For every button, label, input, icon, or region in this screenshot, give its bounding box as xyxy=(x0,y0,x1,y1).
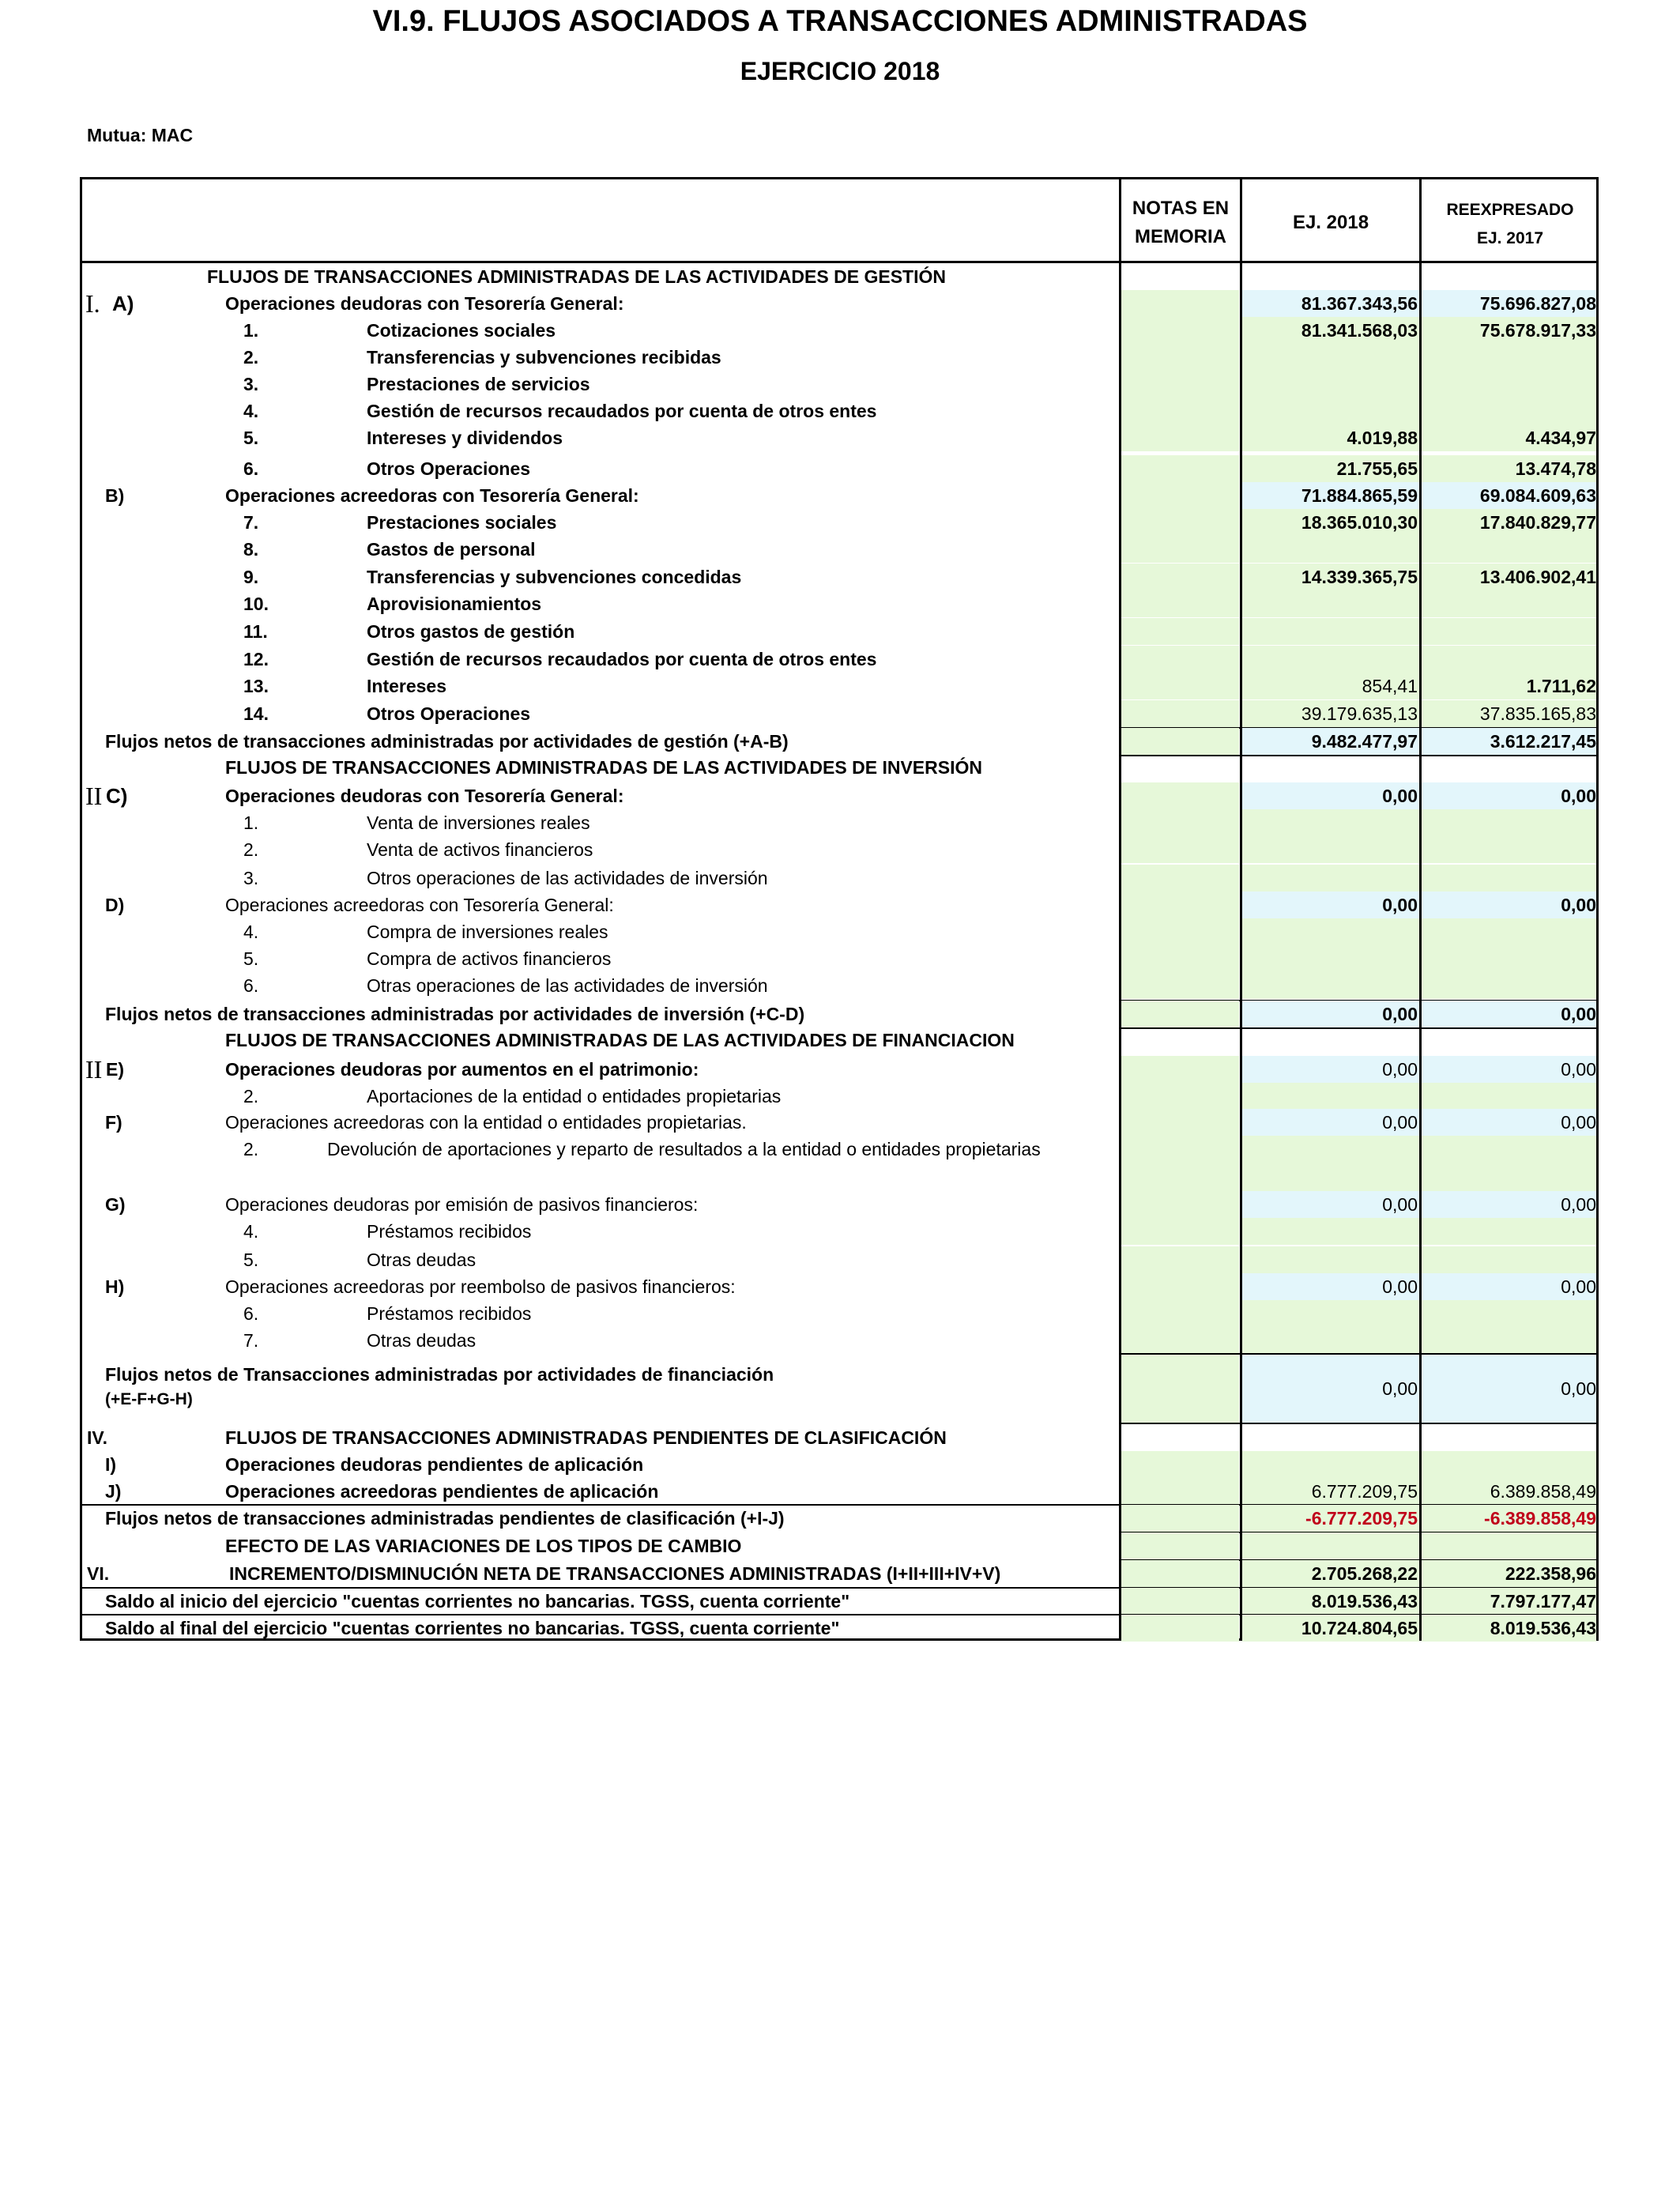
net-flow-label: Flujos netos de transacciones administradas pendientes de clasificación (+I-J) xyxy=(105,1508,785,1529)
saldo-final-row xyxy=(0,1615,1680,1642)
total-row xyxy=(0,1560,1680,1587)
row-label: Operaciones acreedoras con Tesorería General: xyxy=(225,895,614,915)
row-number: 8. xyxy=(243,539,259,560)
value-2017: 6.389.858,49 xyxy=(1490,1481,1596,1502)
value-2017: 222.358,96 xyxy=(1505,1563,1596,1584)
value-2017: 7.797.177,47 xyxy=(1490,1591,1596,1612)
row-label: Intereses y dividendos xyxy=(367,428,563,448)
net-flow-label: Flujos netos de transacciones administradas por actividades de gestión (+A-B) xyxy=(105,731,789,752)
section-roman: VI. xyxy=(87,1563,110,1584)
row-number: 5. xyxy=(243,948,259,969)
table-row xyxy=(0,1191,1680,1218)
col-header-2017-line2: EJ. 2017 xyxy=(1476,229,1544,247)
table-row xyxy=(0,972,1680,999)
row-number: 6. xyxy=(243,975,259,996)
row-label: Intereses xyxy=(367,676,447,696)
value-2017: -6.389.858,49 xyxy=(1484,1508,1596,1529)
value-2018: 0,00 xyxy=(1382,1112,1418,1133)
exchange-row xyxy=(0,1532,1680,1559)
value-2017: 0,00 xyxy=(1561,895,1596,915)
row-label: Transferencias y subvenciones concedidas xyxy=(367,567,742,587)
value-2018: 4.019,88 xyxy=(1347,428,1418,448)
value-2017: 0,00 xyxy=(1561,1004,1596,1024)
row-label: Transferencias y subvenciones recibidas xyxy=(367,347,721,368)
table-row xyxy=(0,782,1680,809)
net-flow-label-line2: (+E-F+G-H) xyxy=(105,1390,193,1408)
row-label: Aportaciones de la entidad o entidades propietarias xyxy=(367,1086,782,1106)
value-2018: 8.019.536,43 xyxy=(1311,1591,1418,1612)
value-2017: 0,00 xyxy=(1561,786,1596,806)
saldo-final-label: Saldo al final del ejercicio "cuentas corrientes no bancarias. TGSS, cuenta corriente" xyxy=(105,1618,840,1638)
table-row xyxy=(0,564,1680,590)
net-flow-row xyxy=(0,1001,1680,1027)
value-2018: 0,00 xyxy=(1382,895,1418,915)
row-letter: D) xyxy=(105,895,125,915)
row-number: 2. xyxy=(243,1086,259,1106)
row-letter: H) xyxy=(105,1276,125,1297)
table-row xyxy=(0,424,1680,451)
table-row xyxy=(0,398,1680,424)
value-2017: 13.406.902,41 xyxy=(1479,567,1596,587)
row-number: 1. xyxy=(243,812,259,833)
value-2017: 17.840.829,77 xyxy=(1479,512,1596,533)
table-row xyxy=(0,918,1680,945)
table-row xyxy=(0,1300,1680,1327)
row-label: Venta de inversiones reales xyxy=(367,812,590,833)
value-2018: -6.777.209,75 xyxy=(1305,1508,1418,1529)
row-label: Otros gastos de gestión xyxy=(367,621,575,642)
col-header-2017-line1: REEXPRESADO xyxy=(1446,201,1574,219)
row-number: 11. xyxy=(243,621,268,642)
row-label: Préstamos recibidos xyxy=(367,1221,532,1242)
table-row xyxy=(0,1083,1680,1110)
table-row xyxy=(0,809,1680,836)
row-label: Operaciones acreedoras con Tesorería General: xyxy=(225,485,639,506)
row-number: 2. xyxy=(243,347,259,368)
section-roman: II xyxy=(85,1055,103,1084)
section-heading: FLUJOS DE TRANSACCIONES ADMINISTRADAS DE LAS ACTIVIDADES DE FINANCIACION xyxy=(225,1030,1015,1050)
row-number: 3. xyxy=(243,868,259,888)
value-2018: 0,00 xyxy=(1382,1059,1418,1080)
row-number: 10. xyxy=(243,594,269,614)
section-roman: II xyxy=(85,782,103,810)
saldo-inicio-label: Saldo al inicio del ejercicio "cuentas corrientes no bancarias. TGSS, cuenta corriente" xyxy=(105,1591,850,1612)
table-row xyxy=(0,509,1680,536)
row-number: 7. xyxy=(243,1330,259,1351)
net-flow-row xyxy=(0,728,1680,755)
net-flow-row xyxy=(0,1505,1680,1532)
value-2018: 0,00 xyxy=(1382,786,1418,806)
section-heading: FLUJOS DE TRANSACCIONES ADMINISTRADAS DE LAS ACTIVIDADES DE INVERSIÓN xyxy=(225,757,982,778)
row-label: Cotizaciones sociales xyxy=(367,320,556,341)
table-row xyxy=(0,1451,1680,1478)
table-row xyxy=(0,1218,1680,1245)
row-label: Gastos de personal xyxy=(367,539,536,560)
row-number: 12. xyxy=(243,649,269,669)
row-label: Aprovisionamientos xyxy=(367,594,542,614)
value-2018: 0,00 xyxy=(1382,1276,1418,1297)
value-2017: 0,00 xyxy=(1561,1059,1596,1080)
row-letter: G) xyxy=(105,1194,126,1215)
row-number: 7. xyxy=(243,512,259,533)
row-number: 5. xyxy=(243,1250,259,1270)
row-number: 2. xyxy=(243,839,259,860)
table-row xyxy=(0,590,1680,617)
value-2018: 14.339.365,75 xyxy=(1301,567,1418,587)
row-label: Gestión de recursos recaudados por cuenta de otros entes xyxy=(367,401,877,421)
value-2018: 9.482.477,97 xyxy=(1311,731,1418,752)
table-row xyxy=(0,1478,1680,1505)
value-2017: 0,00 xyxy=(1561,1378,1596,1399)
row-label: Prestaciones sociales xyxy=(367,512,557,533)
section-roman: I. xyxy=(85,289,100,318)
table-row xyxy=(0,646,1680,673)
net-flow-label: Flujos netos de transacciones administradas por actividades de inversión (+C-D) xyxy=(105,1004,805,1024)
row-label: Operaciones acreedoras pendientes de aplicación xyxy=(225,1481,659,1502)
value-2017: 0,00 xyxy=(1561,1112,1596,1133)
table-row xyxy=(0,700,1680,727)
value-2017: 75.678.917,33 xyxy=(1479,320,1596,341)
net-flow-row xyxy=(0,1355,1680,1423)
value-2018: 854,41 xyxy=(1362,676,1418,696)
row-label: Operaciones acreedoras por reembolso de pasivos financieros: xyxy=(225,1276,736,1297)
section-roman: IV. xyxy=(87,1427,108,1448)
row-number: 4. xyxy=(243,922,259,942)
row-label: Operaciones deudoras con Tesorería General: xyxy=(225,786,624,806)
table-row xyxy=(0,1056,1680,1083)
row-number: 6. xyxy=(243,1303,259,1324)
value-2017: 69.084.609,63 xyxy=(1479,485,1596,506)
row-label: Compra de inversiones reales xyxy=(367,922,608,942)
row-number: 1. xyxy=(243,320,259,341)
row-letter: I) xyxy=(105,1454,117,1475)
table-row xyxy=(0,836,1680,863)
row-label: Otros Operaciones xyxy=(367,458,531,479)
col-header-2017 xyxy=(1422,196,1599,253)
section-heading: FLUJOS DE TRANSACCIONES ADMINISTRADAS DE LAS ACTIVIDADES DE GESTIÓN xyxy=(207,266,946,287)
row-label: Otros Operaciones xyxy=(367,703,531,724)
value-2018: 0,00 xyxy=(1382,1194,1418,1215)
value-2017: 13.474,78 xyxy=(1515,458,1596,479)
page-subtitle: EJERCICIO 2018 xyxy=(740,57,940,85)
row-letter: B) xyxy=(105,485,125,506)
row-letter: J) xyxy=(105,1481,122,1502)
row-label: Operaciones deudoras pendientes de aplicación xyxy=(225,1454,644,1475)
table-row xyxy=(0,344,1680,371)
row-label: Operaciones deudoras por aumentos en el patrimonio: xyxy=(225,1059,699,1080)
table-row xyxy=(0,1109,1680,1136)
col-header-notas xyxy=(1121,194,1240,251)
value-2018: 0,00 xyxy=(1382,1004,1418,1024)
value-2017: 75.696.827,08 xyxy=(1479,293,1596,314)
exchange-label: EFECTO DE LAS VARIACIONES DE LOS TIPOS DE CAMBIO xyxy=(225,1536,742,1556)
value-2017: 0,00 xyxy=(1561,1194,1596,1215)
row-letter: A) xyxy=(112,292,134,315)
col-header-notas-line2: MEMORIA xyxy=(1135,226,1226,247)
table-row xyxy=(0,455,1680,482)
row-label: Operaciones deudoras por emisión de pasivos financieros: xyxy=(225,1194,699,1215)
row-label: Operaciones acreedoras con la entidad o entidades propietarias. xyxy=(225,1112,747,1133)
table-row xyxy=(0,1136,1680,1191)
table-row xyxy=(0,865,1680,892)
row-label: Venta de activos financieros xyxy=(367,839,593,860)
value-2018: 10.724.804,65 xyxy=(1301,1618,1418,1638)
table-row xyxy=(0,290,1680,317)
table-row xyxy=(0,371,1680,398)
row-label: Compra de activos financieros xyxy=(367,948,612,969)
row-label: Otras deudas xyxy=(367,1330,477,1351)
section-heading-row xyxy=(0,754,1680,781)
section-heading-row xyxy=(0,1027,1680,1054)
value-2017: 0,00 xyxy=(1561,1276,1596,1297)
value-2017: 8.019.536,43 xyxy=(1490,1618,1596,1638)
row-letter: F) xyxy=(105,1112,122,1133)
row-number: 4. xyxy=(243,1221,259,1242)
row-label: Otros operaciones de las actividades de inversión xyxy=(367,868,768,888)
col-header-notas-line1: NOTAS EN xyxy=(1132,198,1230,219)
table-row xyxy=(0,536,1680,563)
value-2018: 21.755,65 xyxy=(1336,458,1418,479)
value-2017: 3.612.217,45 xyxy=(1490,731,1596,752)
section-heading: FLUJOS DE TRANSACCIONES ADMINISTRADAS PENDIENTES DE CLASIFICACIÓN xyxy=(225,1427,947,1448)
section-heading-row xyxy=(0,1424,1680,1451)
value-2018: 6.777.209,75 xyxy=(1311,1481,1418,1502)
row-number: 6. xyxy=(243,458,259,479)
value-2018: 81.341.568,03 xyxy=(1301,320,1418,341)
row-number: 3. xyxy=(243,374,259,394)
table-row xyxy=(0,892,1680,918)
table-row xyxy=(0,945,1680,972)
value-2017: 4.434,97 xyxy=(1525,428,1596,448)
table-row xyxy=(0,1273,1680,1300)
table-row xyxy=(0,317,1680,344)
value-2018: 2.705.268,22 xyxy=(1311,1563,1418,1584)
row-number: 13. xyxy=(243,676,269,696)
value-2018: 0,00 xyxy=(1382,1378,1418,1399)
row-label: Operaciones deudoras con Tesorería General: xyxy=(225,293,624,314)
value-2018: 39.179.635,13 xyxy=(1301,703,1418,724)
row-label: Devolución de aportaciones y reparto de resultados a la entidad o entidades propietarias xyxy=(327,1139,1041,1159)
net-flow-label-line1: Flujos netos de Transacciones administradas por actividades de financiación xyxy=(105,1364,774,1385)
table-row xyxy=(0,1327,1680,1354)
total-label: INCREMENTO/DISMINUCIÓN NETA DE TRANSACCIONES ADMINISTRADAS (I+II+III+IV+V) xyxy=(229,1563,1001,1584)
row-letter: E) xyxy=(106,1059,124,1080)
value-2017: 37.835.165,83 xyxy=(1479,703,1596,724)
row-letter: C) xyxy=(106,784,128,808)
row-label: Préstamos recibidos xyxy=(367,1303,532,1324)
row-label: Gestión de recursos recaudados por cuenta de otros entes xyxy=(367,649,877,669)
row-number: 14. xyxy=(243,703,269,724)
value-2018: 71.884.865,59 xyxy=(1301,485,1418,506)
mutua-label: Mutua: MAC xyxy=(87,125,194,145)
value-2017: 1.711,62 xyxy=(1526,676,1596,696)
row-number: 2. xyxy=(243,1139,259,1159)
table-row xyxy=(0,482,1680,509)
row-number: 9. xyxy=(243,567,259,587)
table-row xyxy=(0,673,1680,699)
value-2018: 18.365.010,30 xyxy=(1301,512,1418,533)
value-2018: 81.367.343,56 xyxy=(1301,293,1418,314)
section-heading-row xyxy=(0,263,1680,290)
row-label: Otras operaciones de las actividades de inversión xyxy=(367,975,768,996)
row-label: Otras deudas xyxy=(367,1250,477,1270)
row-number: 4. xyxy=(243,401,259,421)
row-number: 5. xyxy=(243,428,259,448)
page-title: VI.9. FLUJOS ASOCIADOS A TRANSACCIONES ADMINISTRADAS xyxy=(372,5,1308,38)
saldo-inicio-row xyxy=(0,1588,1680,1615)
table-row xyxy=(0,1246,1680,1273)
table-row xyxy=(0,618,1680,645)
col-header-2018: EJ. 2018 xyxy=(1292,212,1369,233)
row-label: Prestaciones de servicios xyxy=(367,374,590,394)
